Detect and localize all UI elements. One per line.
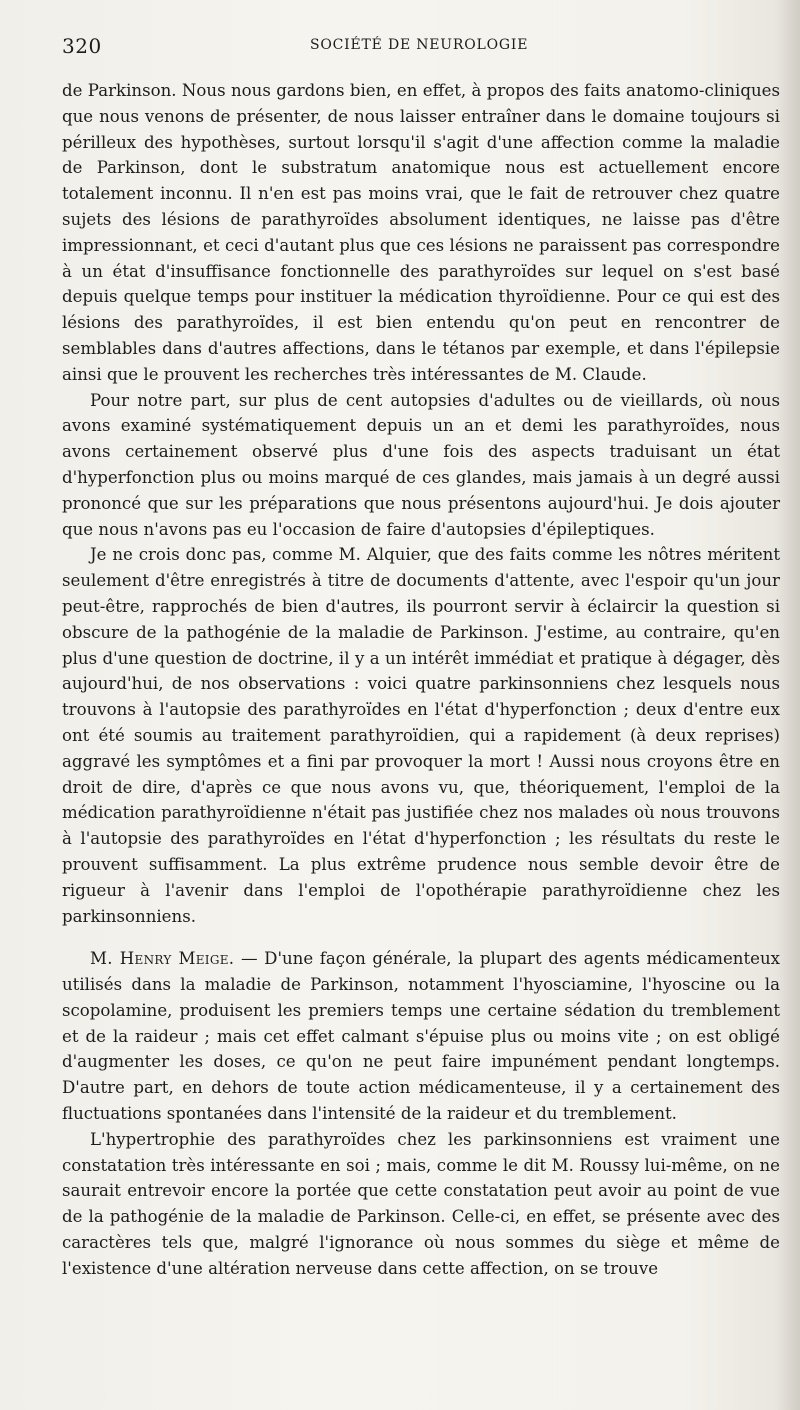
body-text (62, 78, 780, 1282)
page-header (62, 34, 734, 58)
paragraph: Je ne crois donc pas, comme M. Alquier, que des faits comme les nôtres méritent seulement d'être enregistrés à titre de documents d'attente, avec l'espoir qu'un jour peut-être, rapprochés de bien d'autres, ils pourront servir à éclaircir la question si obscure de la pathogénie de la maladie de Parkinson. J'estime, au contraire, qu'en plus d'une question de doctrine, il y a un intérêt immédiat et pratique à dégager, dès aujourd'hui, de nos observations : voici quatre parkinsonniens chez lesquels nous trouvons à l'autopsie des parathyroïdes en l'état d'hyperfonction ; deux d'entre eux ont été soumis au traitement parathyroïdien, qui a rapidement (à deux reprises) aggravé les symptômes et a fini par provoquer la mort ! Aussi nous croyons être en droit de dire, d'après ce que nous avons vu, que, théoriquement, l'emploi de la médication parathyroïdienne n'était pas justifiée chez nos malades où nous trouvons à l'autopsie des parathyroïdes en l'état d'hyperfonction ; les résultats du reste le prouvent suffisamment. La plus extrême prudence nous semble devoir être de rigueur à l'avenir dans l'emploi de l'opothérapie parathyroïdienne chez les parkinsonniens. (62, 545, 780, 926)
paragraph: Pour notre part, sur plus de cent autopsies d'adultes ou de vieillards, où nous avons examiné systématiquement depuis un an et demi les parathyroïdes, nous avons certainement observé plus d'une fois des aspects traduisant un état d'hyperfonction plus ou moins marqué de ces glandes, mais jamais à un degré aussi prononcé que sur les préparations que nous présentons aujourd'hui. Je dois ajouter que nous n'avons pas eu l'occasion de faire d'autopsies d'épileptiques. (62, 390, 780, 539)
paragraph: L'hypertrophie des parathyroïdes chez les parkinsonniens est vraiment une constatation très intéressante en soi ; mais, comme le dit M. Roussy lui-même, on ne saurait entrevoir encore la portée que cette constatation peut avoir au point de vue de la pathogénie de la maladie de Parkinson. Celle-ci, en effet, se présente avec des caractères tels que, malgré l'ignorance où nous sommes du siège et même de l'existence d'une altération nerveuse dans cette affection, on se trouve (62, 1129, 780, 1278)
page-number: 320 (62, 34, 102, 58)
speaker-paragraph (62, 946, 780, 1127)
paragraph-continuation: de Parkinson. Nous nous gardons bien, en effet, à propos des faits anatomo-cliniques que nous venons de présenter, de nous laisser entraîner dans le domaine toujours si périlleux des hypothèses, surtout lorsqu'il s'agit d'une affection comme la maladie de Parkinson, dont le substratum anatomique nous est actuellement encore totalement inconnu. Il n'en est pas moins vrai, que le fait de retrouver chez quatre sujets des lésions de parathyroïdes absolument identiques, ne laisse pas d'être impressionnant, et ceci d'autant plus que ces lésions ne paraissent pas correspondre à un état d'insuffisance fonctionnelle des parathyroïdes sur lequel on s'est basé depuis quelque temps pour instituer la médication thyroïdienne. Pour ce qui est des lésions des parathyroïdes, il est bien entendu qu'on peut en rencontrer de semblables dans d'autres affections, dans le tétanos par exemple, et dans l'épilepsie ainsi que le prouvent les recherches très intéressantes de M. Claude. (62, 81, 780, 384)
running-head: SOCIÉTÉ DE NEUROLOGIE (310, 37, 529, 53)
speaker-name: M. Henry Meige. (90, 949, 235, 969)
speaker-remarks: — D'une façon générale, la plupart des agents médicamenteux utilisés dans la maladie de Parkinson, notamment l'hyosciamine, l'hyoscine ou la scopolamine, produisent les premiers temps une certaine sédation du tremblement et de la raideur ; mais cet effet calmant s'épuise plus ou moins vite ; on est obligé d'augmenter les doses, ce qu'on ne peut faire impunément pendant longtemps. D'autre part, en dehors de toute action médicamenteuse, il y a certainement des fluctuations spontanées dans l'intensité de la raideur et du tremblement. (62, 949, 781, 1124)
